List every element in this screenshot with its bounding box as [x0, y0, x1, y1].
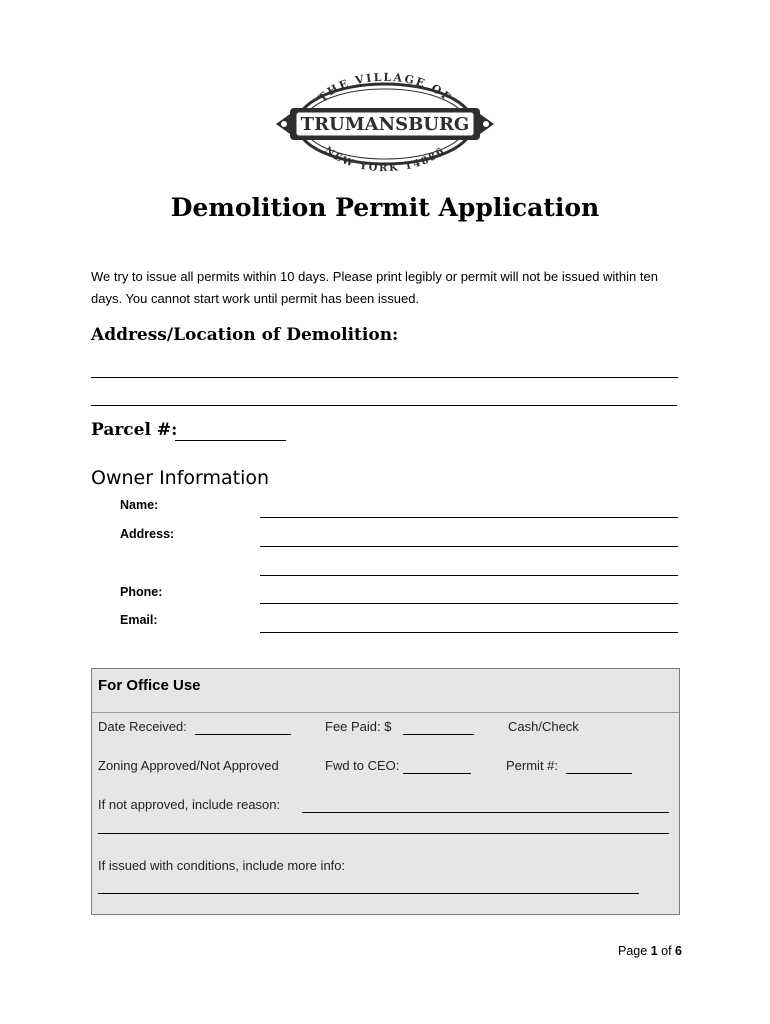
fwd-ceo-field[interactable] [403, 773, 471, 774]
not-approved-field-2[interactable] [98, 833, 669, 834]
of-word: of [661, 944, 672, 958]
owner-email-field[interactable] [260, 632, 678, 633]
parcel-field[interactable] [175, 440, 286, 441]
date-received-field[interactable] [195, 734, 291, 735]
intro-text: We try to issue all permits within 10 days. Please print legibly or permit will not be issued within ten days. You cannot start work until permit has been issued. [91, 269, 658, 306]
owner-phone-field[interactable] [260, 603, 678, 604]
not-approved-label: If not approved, include reason: [98, 797, 281, 812]
not-approved-field-1[interactable] [302, 812, 669, 813]
address-line-1[interactable] [91, 377, 678, 378]
logo-top-text: THE VILLAGE OF [315, 70, 455, 105]
page-word: Page [618, 944, 648, 958]
address-heading: Address/Location of Demolition: [91, 325, 399, 345]
logo-name: TRUMANSBURG [300, 114, 470, 135]
fee-paid-label: Fee Paid: $ [325, 719, 392, 734]
owner-heading: Owner Information [91, 467, 270, 489]
fee-paid-field[interactable] [403, 734, 474, 735]
permit-number-field[interactable] [566, 773, 632, 774]
owner-name-label: Name: [120, 498, 159, 512]
page-title: Demolition Permit Application [170, 193, 600, 222]
office-use-heading: For Office Use [98, 677, 201, 694]
fwd-ceo-label: Fwd to CEO: [325, 758, 400, 773]
village-logo [270, 68, 500, 178]
owner-phone-label: Phone: [120, 585, 163, 599]
logo-bottom-text: NEW YORK 14886 [322, 144, 448, 175]
current-page: 1 [650, 944, 658, 958]
page-number [618, 944, 682, 958]
owner-address-field-1[interactable] [260, 546, 678, 547]
conditions-label: If issued with conditions, include more info: [98, 858, 346, 873]
owner-address-field-2[interactable] [260, 575, 678, 576]
address-line-2[interactable] [91, 405, 677, 406]
owner-email-label: Email: [120, 613, 158, 627]
date-received-label: Date Received: [98, 719, 187, 734]
office-use-box [91, 668, 680, 915]
zoning-label: Zoning Approved/Not Approved [98, 758, 279, 773]
owner-name-field[interactable] [260, 517, 678, 518]
owner-address-label: Address: [120, 527, 175, 541]
conditions-field[interactable] [98, 893, 639, 894]
office-use-body [92, 713, 679, 914]
office-use-header [92, 669, 679, 713]
parcel-label: Parcel #: [91, 420, 178, 440]
cash-check-label: Cash/Check [508, 719, 579, 734]
total-pages: 6 [675, 944, 682, 958]
permit-number-label: Permit #: [506, 758, 559, 773]
